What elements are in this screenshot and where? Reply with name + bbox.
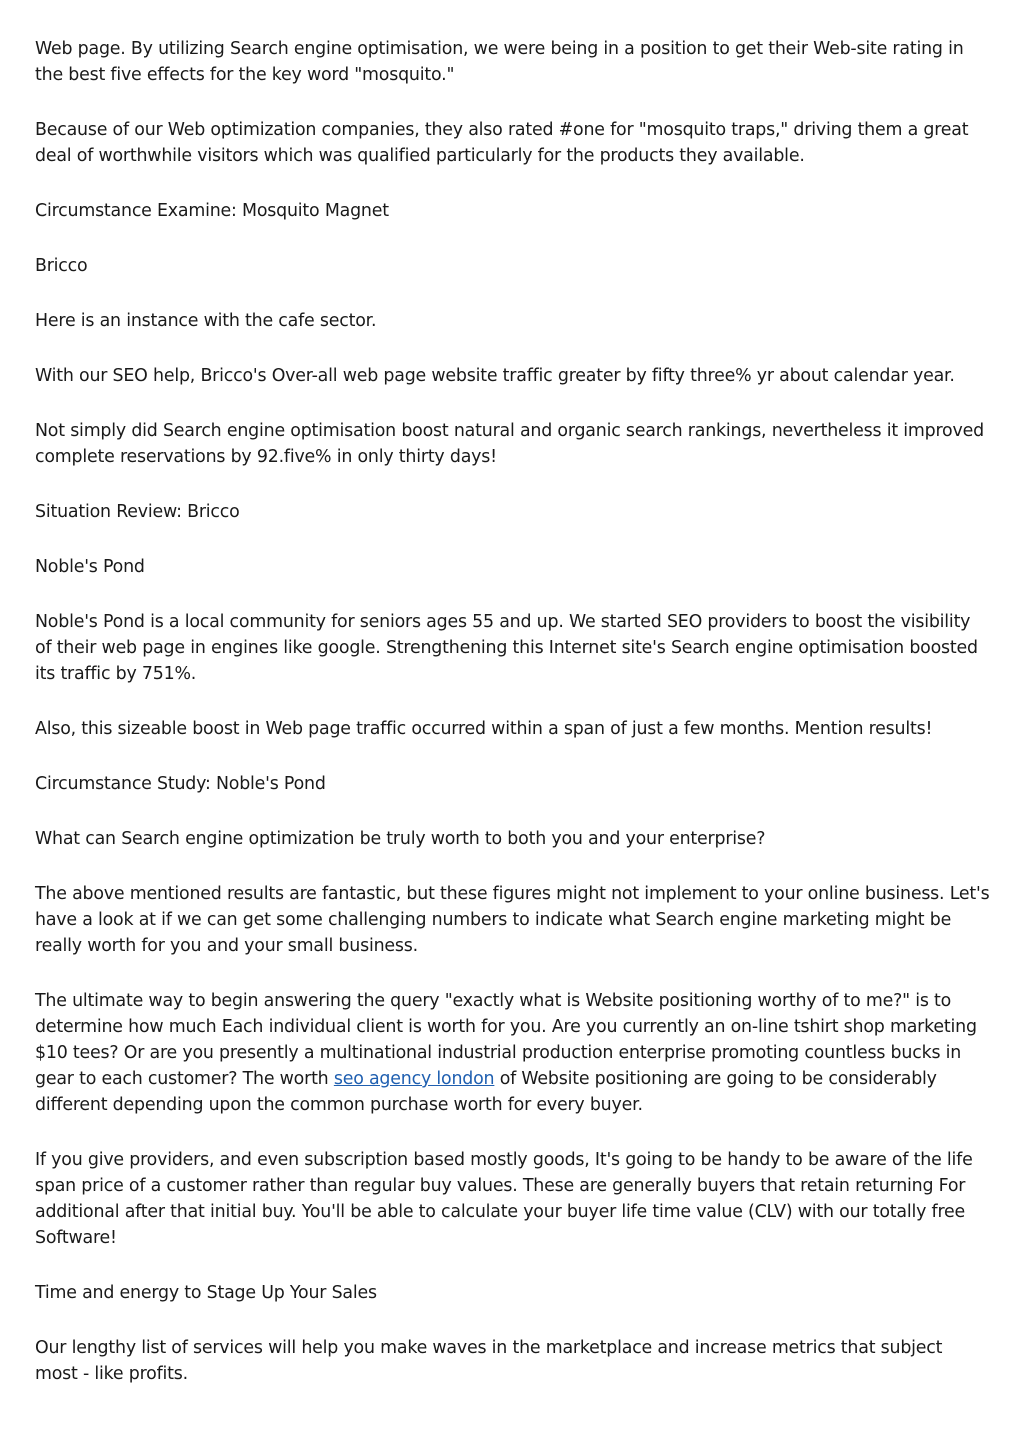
paragraph-mosquito-traps: Because of our Web optimization companies, they also rated #one for "mosquito traps," driving them a great deal of worthwhile visitors which was qualified particularly for the products they available. [35, 120, 969, 166]
heading-nobles-pond: Noble's Pond [35, 557, 145, 577]
paragraph-seo-worth-question: What can Search engine optimization be truly worth to both you and your enterprise? [35, 829, 766, 849]
paragraph-lifetime-value: If you give providers, and even subscription based mostly goods, It's going to be handy to be aware of the life span price of a customer rather than regular buy values. These are generally buyers that retain returning For additional after that initial buy. You'll be able to calculate your buyer life time value (CLV) with our totally free Software! [35, 1150, 973, 1248]
paragraph-mosquito-ranking: Web page. By utilizing Search engine optimisation, we were being in a position to get their Web-site rating in the best five effects for the key word "mosquito." [35, 39, 964, 85]
paragraph-customer-worth [35, 988, 990, 1118]
seo-agency-london-link[interactable]: seo agency london [333, 1069, 495, 1089]
heading-case-study-mosquito-magnet: Circumstance Examine: Mosquito Magnet [35, 201, 389, 221]
heading-case-study-bricco: Situation Review: Bricco [35, 502, 240, 522]
paragraph-challenging-numbers: The above mentioned results are fantastic, but these figures might not implement to your online business. Let's have a look at if we can get some challenging numbers to indicate what Search engine marketing might be really worth for you and your small business. [35, 884, 990, 956]
paragraph-nobles-pond-community: Noble's Pond is a local community for seniors ages 55 and up. We started SEO providers to boost the visibility of their web page in engines like google. Strengthening this Internet site's Search engine optimisation boosted its traffic by 751%. [35, 612, 978, 684]
heading-level-up-sales: Time and energy to Stage Up Your Sales [35, 1283, 377, 1303]
heading-bricco: Bricco [35, 256, 88, 276]
paragraph-customer-worth-text-end: of Website positioning are going to be considerably different depending upon the common purchase worth for every buyer. [35, 1069, 937, 1115]
paragraph-services-list: Our lengthy list of services will help you make waves in the marketplace and increase metrics that subject most - like profits. [35, 1338, 943, 1384]
paragraph-customer-worth-text-start: The ultimate way to begin answering the query "exactly what is Website positioning worthy of to me?" is to determine how much Each individual client is worth for you. Are you currently an on-line tshirt shop marketing $10 tees? Or are you presently a multinational industrial production enterprise promoting countless bucks in gear to each customer? The worth [35, 991, 977, 1089]
document-body [35, 36, 990, 1416]
heading-case-study-nobles-pond: Circumstance Study: Noble's Pond [35, 774, 326, 794]
paragraph-bricco-traffic: With our SEO help, Bricco's Over-all web page website traffic greater by fifty three% yr about calendar year. [35, 366, 955, 386]
paragraph-bricco-reservations: Not simply did Search engine optimisation boost natural and organic search rankings, nevertheless it improved complete reservations by 92.five% in only thirty days! [35, 421, 984, 467]
paragraph-traffic-boost: Also, this sizeable boost in Web page traffic occurred within a span of just a few months. Mention results! [35, 719, 933, 739]
paragraph-cafe-sector: Here is an instance with the cafe sector. [35, 311, 377, 331]
